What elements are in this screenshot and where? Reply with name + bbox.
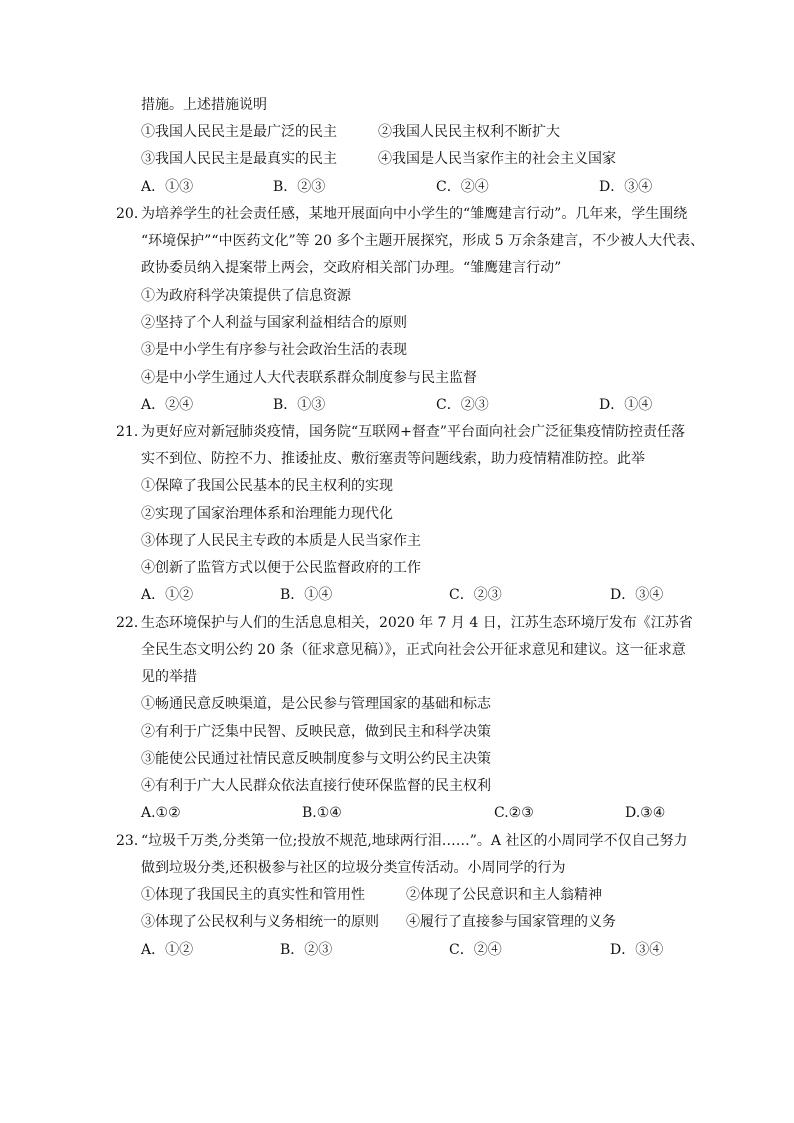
q21-statement-4: ④创新了监管方式以便于公民监督政府的工作 [141, 560, 421, 576]
q20-statement-4: ④是中小学生通过人大代表联系群众制度参与民主监督 [141, 370, 477, 386]
q19-statement-3: ③我国人民民主是最真实的民主 [141, 151, 337, 167]
q19-option-a[interactable]: A．①③ [141, 179, 194, 195]
q21-statement-1: ①保障了我国公民基本的民主权利的实现 [141, 478, 393, 494]
q22-option-b[interactable]: B.①④ [302, 805, 342, 821]
q19-statement-2: ②我国人民民主权利不断扩大 [378, 124, 560, 140]
q20-number: 20． [116, 206, 148, 222]
q23-stem-line-2: 做到垃圾分类,还积极参与社区的垃圾分类宣传活动。小周同学的行为 [141, 860, 566, 876]
q20-option-d[interactable]: D．①④ [599, 397, 653, 413]
q23-option-a[interactable]: A．①② [141, 942, 194, 958]
q22-statement-2: ②有利于广泛集中民智、反映民意，做到民主和科学决策 [141, 724, 491, 740]
q20-stem-line-1: 为培养学生的社会责任感，某地开展面向中小学生的“雏鹰建言行动”。几年来，学生围绕 [141, 206, 688, 222]
q23-option-b[interactable]: B．②③ [280, 942, 333, 958]
q20-stem-line-3: 政协委员纳入提案带上两会，交政府相关部门办理。“雏鹰建言行动” [141, 260, 562, 276]
q21-statement-3: ③体现了人民民主专政的本质是人民当家作主 [141, 533, 421, 549]
q23-statement-4: ④履行了直接参与国家管理的义务 [406, 914, 616, 930]
q19-option-c[interactable]: C．②④ [436, 179, 489, 195]
q21-stem-line-2: 实不到位、防控不力、推诿扯皮、敷衍塞责等问题线索，助力疫情精准防控。此举 [141, 451, 645, 467]
q23-stem-line-1: “垃圾千万类,分类第一位;投放不规范,地球两行泪……”。A 社区的小周同学不仅自己努力 [141, 833, 688, 849]
q23-statement-3: ③体现了公民权利与义务相统一的原则 [141, 914, 379, 930]
q19-statement-1: ①我国人民民主是最广泛的民主 [141, 124, 337, 140]
q20-option-c[interactable]: C．②③ [436, 397, 489, 413]
q22-stem-line-2: 全民生态文明公约 20 条（征求意见稿）》，正式向社会公开征求意见和建议。这一征求意 [141, 642, 686, 658]
q22-statement-3: ③能使公民通过社情民意反映制度参与文明公约民主决策 [141, 751, 491, 767]
q21-option-c[interactable]: C．②③ [449, 587, 502, 603]
q21-option-a[interactable]: A．①② [141, 587, 194, 603]
q20-statement-1: ①为政府科学决策提供了信息资源 [141, 288, 351, 304]
q21-number: 21． [116, 424, 148, 440]
q20-statement-3: ③是中小学生有序参与社会政治生活的表现 [141, 342, 407, 358]
q22-number: 22． [116, 615, 148, 631]
q22-option-a[interactable]: A.①② [141, 805, 181, 821]
q22-stem-line-1: 生态环境保护与人们的生活息息相关，2020 年 7 月 4 日，江苏生态环境厅发布《江苏省 [141, 615, 693, 631]
q19-option-d[interactable]: D．③④ [599, 179, 653, 195]
q22-option-c[interactable]: C.②③ [494, 805, 534, 821]
q21-statement-2: ②实现了国家治理体系和治理能力现代化 [141, 506, 393, 522]
q23-statement-1: ①体现了我国民主的真实性和管用性 [141, 887, 365, 903]
q20-option-b[interactable]: B．①③ [273, 397, 326, 413]
q22-statement-4: ④有利于广大人民群众依法直接行使环保监督的民主权利 [141, 778, 491, 794]
q20-option-a[interactable]: A．②④ [141, 397, 194, 413]
q21-stem-line-1: 为更好应对新冠肺炎疫情，国务院“互联网+督查”平台面向社会广泛征集疫情防控责任落 [141, 424, 686, 440]
q23-option-d[interactable]: D．③④ [610, 942, 664, 958]
q19-stem-line-1: 措施。上述措施说明 [141, 97, 267, 113]
q23-option-c[interactable]: C．②④ [449, 942, 502, 958]
q20-statement-2: ②坚持了个人利益与国家利益相结合的原则 [141, 315, 407, 331]
q22-stem-line-3: 见的举措 [141, 669, 197, 685]
q23-statement-2: ②体现了公民意识和主人翁精神 [406, 887, 602, 903]
q20-stem-line-2: “环境保护”“中医药文化”等 20 多个主题开展探究，形成 5 万余条建言，不少被人大代表、 [141, 233, 705, 249]
q21-option-d[interactable]: D．③④ [610, 587, 664, 603]
q23-number: 23． [116, 833, 148, 849]
q19-statement-4: ④我国是人民当家作主的社会主义国家 [378, 151, 616, 167]
q19-option-b[interactable]: B．②③ [273, 179, 326, 195]
q21-option-b[interactable]: B．①④ [280, 587, 333, 603]
q22-option-d[interactable]: D.③④ [625, 805, 666, 821]
q22-statement-1: ①畅通民意反映渠道，是公民参与管理国家的基础和标志 [141, 696, 491, 712]
